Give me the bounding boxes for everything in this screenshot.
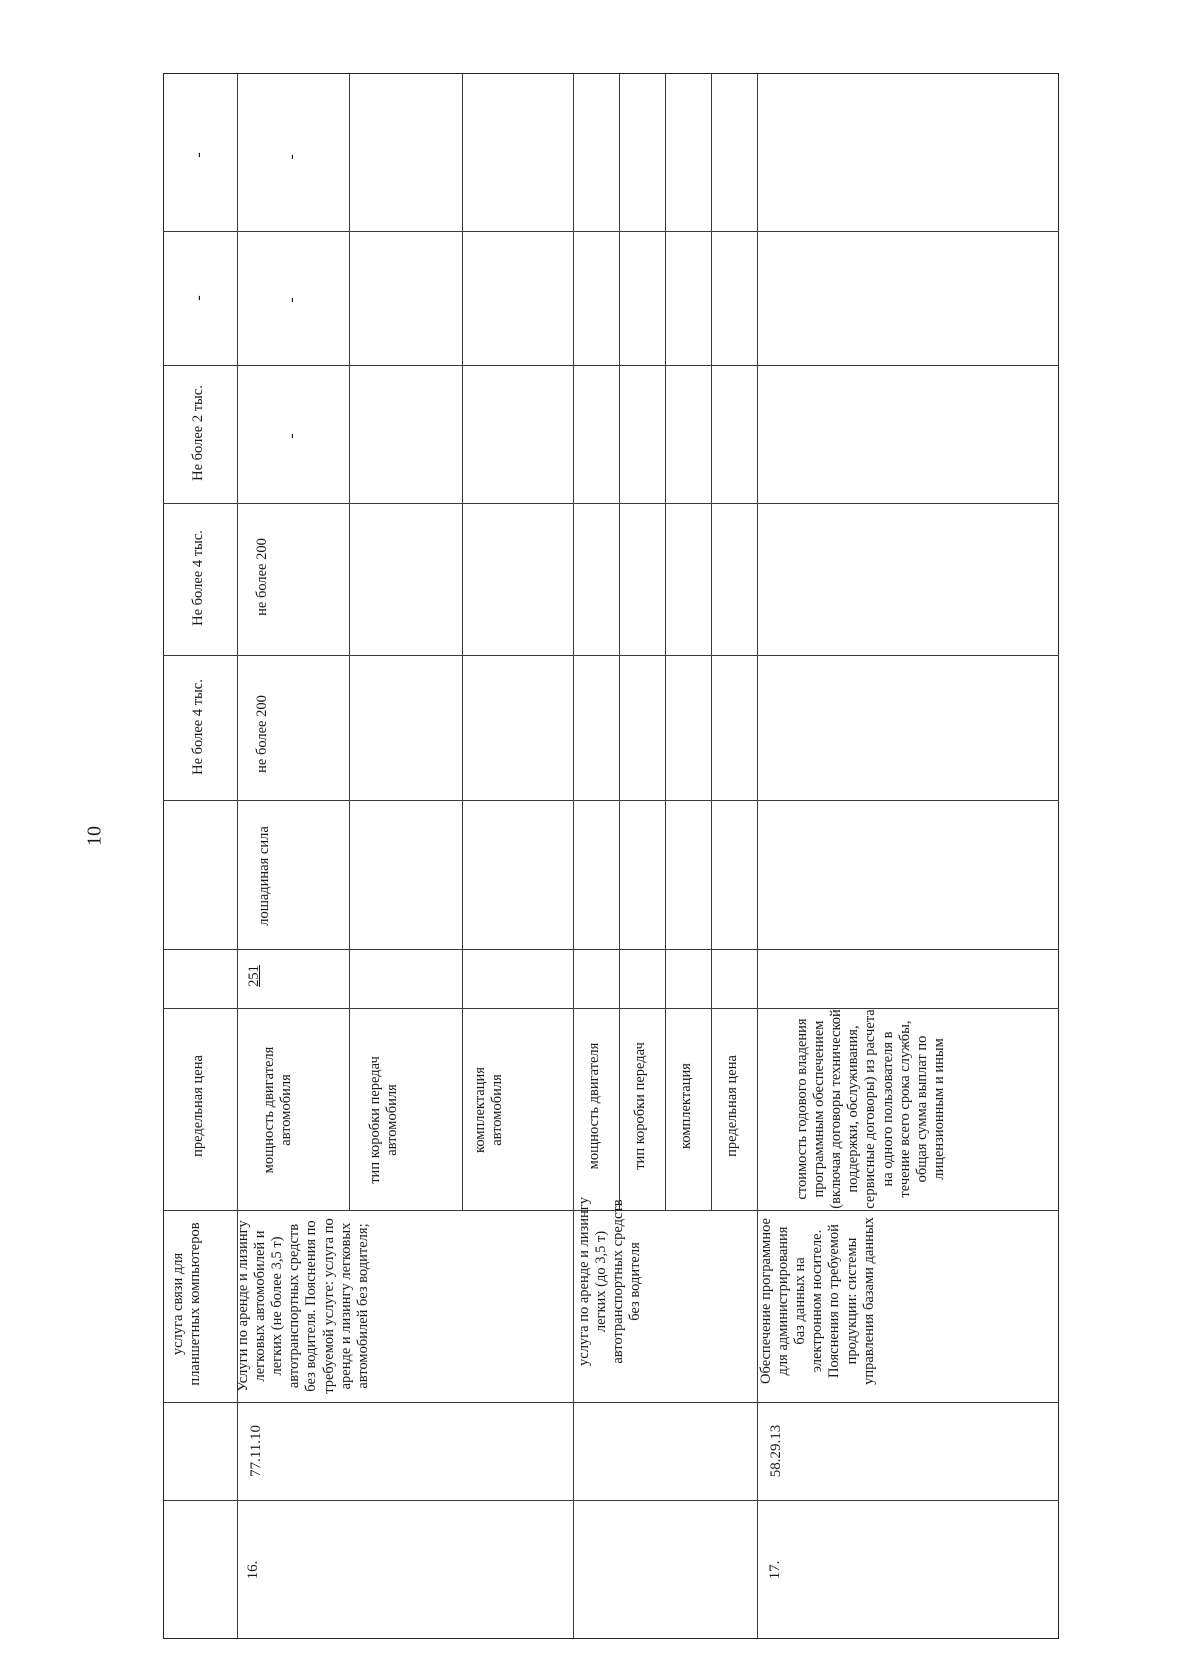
column-rule xyxy=(163,949,1059,950)
row16-char-gearbox-2: тип коробки передач xyxy=(632,1042,648,1170)
row17-name: Обеспечение программное для администрирования баз данных на электронном носителе. Пояснения по требуемой продукции: системы управления базами данных xyxy=(758,1217,877,1385)
row-rule xyxy=(462,73,463,1210)
header-dash-1: - xyxy=(190,295,207,301)
row16-engine-value-1: не более 200 xyxy=(254,695,270,773)
row-rule xyxy=(573,73,574,1639)
row-rule xyxy=(237,73,238,1639)
row17-number: 17. xyxy=(767,1560,783,1580)
row16-okei-code: 251 xyxy=(246,965,262,987)
column-rule xyxy=(163,1500,1059,1501)
row-rule xyxy=(711,73,712,1210)
row16-char-equipment: комплектация автомобиля xyxy=(472,1067,506,1153)
row16-char-gearbox: тип коробки передач автомобиля xyxy=(367,1056,401,1184)
row-rule xyxy=(349,73,350,1210)
row16-unit-name: лошадиная сила xyxy=(256,826,272,926)
column-rule xyxy=(163,231,1059,232)
row16-char-price-2: предельная цена xyxy=(724,1055,740,1157)
row16-name: Услуги по аренде и лизингу легковых автомобилей и легких (не более 3,5 т) автотранспортных средств без водителя. Пояснения по требуемой услуге: услуга по аренде и лизингу легковых автомобилей без водителя; xyxy=(235,1218,371,1394)
row16-code: 77.11.10 xyxy=(248,1425,264,1477)
column-rule xyxy=(163,365,1059,366)
row16-char-engine: мощность двигателя автомобиля xyxy=(261,1046,295,1174)
header-price-limit: предельная цена xyxy=(190,1055,206,1157)
row16-char-engine-2: мощность двигателя xyxy=(586,1042,602,1170)
header-value-2: Не более 4 тыс. xyxy=(190,530,206,626)
row16-dash-c: - xyxy=(283,154,300,160)
row17-code: 58.29.13 xyxy=(768,1424,784,1478)
row16-dash-a: - xyxy=(283,433,300,439)
page-number: 10 xyxy=(83,826,106,846)
column-rule xyxy=(163,503,1059,504)
row16-engine-value-2: не более 200 xyxy=(254,538,270,616)
row16-number: 16. xyxy=(245,1560,261,1580)
row16-dash-b: - xyxy=(283,297,300,303)
header-value-1: Не более 4 тыс. xyxy=(190,679,206,775)
header-service-tablet: услуга связи для планшетных компьютеров xyxy=(170,1222,204,1386)
row-rule xyxy=(619,73,620,1210)
header-value-3: Не более 2 тыс. xyxy=(190,385,206,481)
column-rule xyxy=(163,655,1059,656)
row-rule xyxy=(757,73,758,1639)
row16-char-equipment-2: комплектация xyxy=(678,1063,694,1149)
row16-name-light: услуга по аренде и лизингу легких (до 3,5 т) автотранспортных средств без водителя xyxy=(576,1197,644,1366)
column-rule xyxy=(163,800,1059,801)
row17-char-cost: стоимость годового владения программным обеспечением (включая договоры технической поддержки, обслуживания, сервисные договоры) из расчета на одного пользователя в течение всего срока службы, общая сумма выплат по лицензионным и иным xyxy=(794,1009,947,1209)
column-rule xyxy=(163,1402,1059,1403)
row-rule xyxy=(665,73,666,1210)
header-dash-2: - xyxy=(190,152,207,158)
